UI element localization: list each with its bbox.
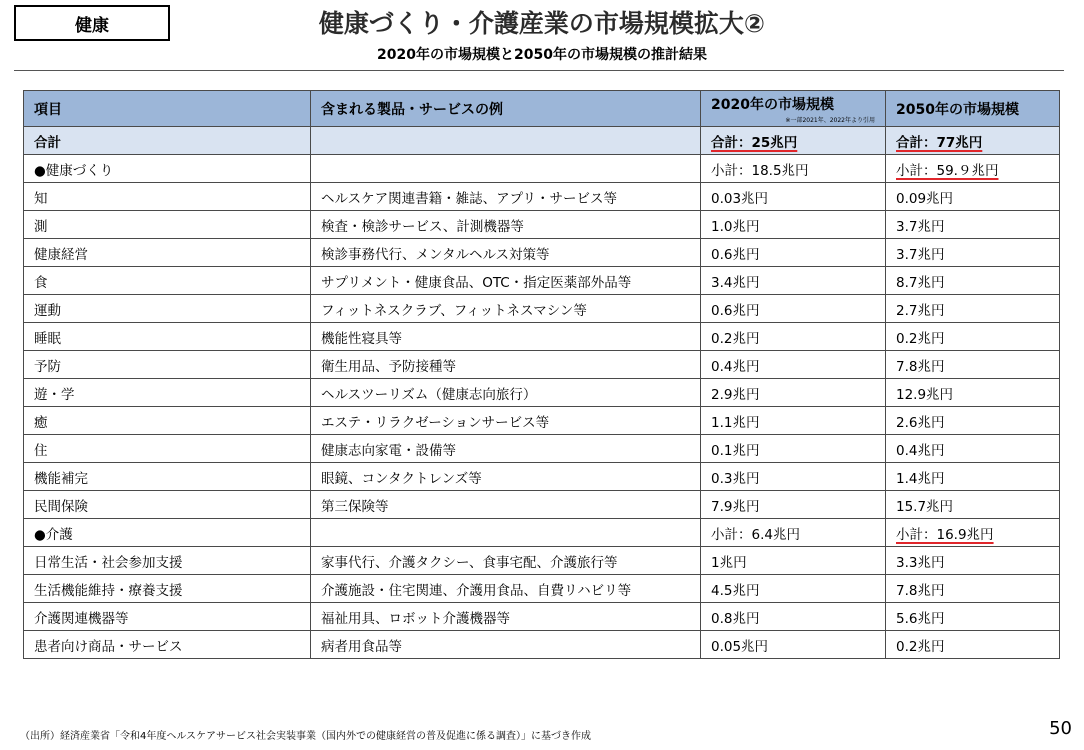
column-header-example: 含まれる製品・サービスの例 (311, 91, 701, 127)
row-2020: 0.03兆円 (701, 183, 886, 211)
row-2050: 7.8兆円 (886, 351, 1060, 379)
column-header-2020 (701, 91, 886, 127)
row-2050: 5.6兆円 (886, 603, 1060, 631)
row-2020: 1兆円 (701, 547, 886, 575)
row-item: 民間保険 (24, 491, 311, 519)
row-2020: 1.1兆円 (701, 407, 886, 435)
total-2050 (886, 127, 1060, 155)
row-2020: 0.6兆円 (701, 295, 886, 323)
total-2050-text: 合計：77兆円 (896, 134, 983, 151)
row-2020: 0.8兆円 (701, 603, 886, 631)
row-example: 健康志向家電・設備等 (311, 435, 701, 463)
row-example: 病者用食品等 (311, 631, 701, 659)
table-row (24, 379, 1060, 407)
row-item: 機能補完 (24, 463, 311, 491)
table-row (24, 295, 1060, 323)
row-2020: 0.4兆円 (701, 351, 886, 379)
column-header-2050: 2050年の市場規模 (886, 91, 1060, 127)
table-row (24, 435, 1060, 463)
row-example: エステ・リラクゼーションサービス等 (311, 407, 701, 435)
table-row (24, 631, 1060, 659)
row-item: 知 (24, 183, 311, 211)
row-2050: 3.7兆円 (886, 211, 1060, 239)
row-example: フィットネスクラブ、フィットネスマシン等 (311, 295, 701, 323)
total-row (24, 127, 1060, 155)
row-2020: 0.1兆円 (701, 435, 886, 463)
row-example: 検査・検診サービス、計測機器等 (311, 211, 701, 239)
total-label: 合計 (24, 127, 311, 155)
row-example: 福祉用具、ロボット介護機器等 (311, 603, 701, 631)
row-2050: 3.3兆円 (886, 547, 1060, 575)
row-2020: 3.4兆円 (701, 267, 886, 295)
row-2050: 7.8兆円 (886, 575, 1060, 603)
table-row (24, 575, 1060, 603)
table-row (24, 351, 1060, 379)
section-row (24, 155, 1060, 183)
row-2050: 8.7兆円 (886, 267, 1060, 295)
row-2020: 0.2兆円 (701, 323, 886, 351)
row-2050: 3.7兆円 (886, 239, 1060, 267)
row-item: 運動 (24, 295, 311, 323)
table-row (24, 407, 1060, 435)
table-row (24, 323, 1060, 351)
subtotal-2050 (886, 155, 1060, 183)
page-number: 50 (1049, 718, 1072, 739)
row-2020: 1.0兆円 (701, 211, 886, 239)
row-example: 衛生用品、予防接種等 (311, 351, 701, 379)
row-item: 睡眠 (24, 323, 311, 351)
table-row (24, 183, 1060, 211)
section-example (311, 519, 701, 547)
row-item: 予防 (24, 351, 311, 379)
section-row (24, 519, 1060, 547)
row-2050: 12.9兆円 (886, 379, 1060, 407)
row-example: 検診事務代行、メンタルヘルス対策等 (311, 239, 701, 267)
table-row (24, 239, 1060, 267)
row-2050: 2.7兆円 (886, 295, 1060, 323)
subtotal-2050-text: 小計：16.9兆円 (896, 526, 994, 543)
title-divider (14, 70, 1064, 71)
row-item: 患者向け商品・サービス (24, 631, 311, 659)
row-item: 健康経営 (24, 239, 311, 267)
table-row (24, 463, 1060, 491)
page-title: 健康づくり・介護産業の市場規模拡大② (318, 9, 766, 38)
table-row (24, 211, 1060, 239)
row-2050: 0.2兆円 (886, 323, 1060, 351)
section-label: ●介護 (24, 519, 311, 547)
column-header-item: 項目 (24, 91, 311, 127)
column-header-2020-note: ※一部2021年、2022年より引用 (785, 116, 875, 124)
row-example: 眼鏡、コンタクトレンズ等 (311, 463, 701, 491)
row-2050: 2.6兆円 (886, 407, 1060, 435)
subtotal-2020: 小計：18.5兆円 (701, 155, 886, 183)
section-label: ●健康づくり (24, 155, 311, 183)
row-2050: 0.4兆円 (886, 435, 1060, 463)
row-example: 介護施設・住宅関連、介護用食品、自費リハビリ等 (311, 575, 701, 603)
row-2020: 0.6兆円 (701, 239, 886, 267)
row-example: 機能性寝具等 (311, 323, 701, 351)
row-item: 遊・学 (24, 379, 311, 407)
total-2020-text: 合計：25兆円 (711, 134, 798, 151)
subtotal-2050 (886, 519, 1060, 547)
table-row (24, 267, 1060, 295)
row-item: 日常生活・社会参加支援 (24, 547, 311, 575)
section-example (311, 155, 701, 183)
row-2050: 1.4兆円 (886, 463, 1060, 491)
row-2050: 0.2兆円 (886, 631, 1060, 659)
row-example: サプリメント・健康食品、OTC・指定医薬部外品等 (311, 267, 701, 295)
row-item: 生活機能維持・療養支援 (24, 575, 311, 603)
row-2050: 15.7兆円 (886, 491, 1060, 519)
row-2050: 0.09兆円 (886, 183, 1060, 211)
total-example (311, 127, 701, 155)
source-note: （出所）経済産業省「令和4年度ヘルスケアサービス社会実装事業（国内外での健康経営の普及促進に係る調査）」に基づき作成 (20, 731, 592, 742)
row-item: 介護関連機器等 (24, 603, 311, 631)
row-item: 住 (24, 435, 311, 463)
row-2020: 7.9兆円 (701, 491, 886, 519)
row-2020: 4.5兆円 (701, 575, 886, 603)
table-row (24, 491, 1060, 519)
row-example: 家事代行、介護タクシー、食事宅配、介護旅行等 (311, 547, 701, 575)
row-2020: 0.3兆円 (701, 463, 886, 491)
market-size-table (23, 90, 1060, 659)
row-example: 第三保険等 (311, 491, 701, 519)
row-2020: 2.9兆円 (701, 379, 886, 407)
row-example: ヘルスケア関連書籍・雑誌、アプリ・サービス等 (311, 183, 701, 211)
category-tag: 健康 (14, 5, 170, 41)
row-item: 測 (24, 211, 311, 239)
column-header-2020-label: 2020年の市場規模 (711, 96, 834, 113)
subtotal-2050-text: 小計：59.９兆円 (896, 162, 999, 179)
row-item: 癒 (24, 407, 311, 435)
table-row (24, 603, 1060, 631)
table-row (24, 547, 1060, 575)
row-item: 食 (24, 267, 311, 295)
row-example: ヘルスツーリズム（健康志向旅行） (311, 379, 701, 407)
row-2020: 0.05兆円 (701, 631, 886, 659)
table-header-row (24, 91, 1060, 127)
page-subtitle: 2020年の市場規模と2050年の市場規模の推計結果 (377, 47, 707, 63)
total-2020 (701, 127, 886, 155)
subtotal-2020: 小計：6.4兆円 (701, 519, 886, 547)
